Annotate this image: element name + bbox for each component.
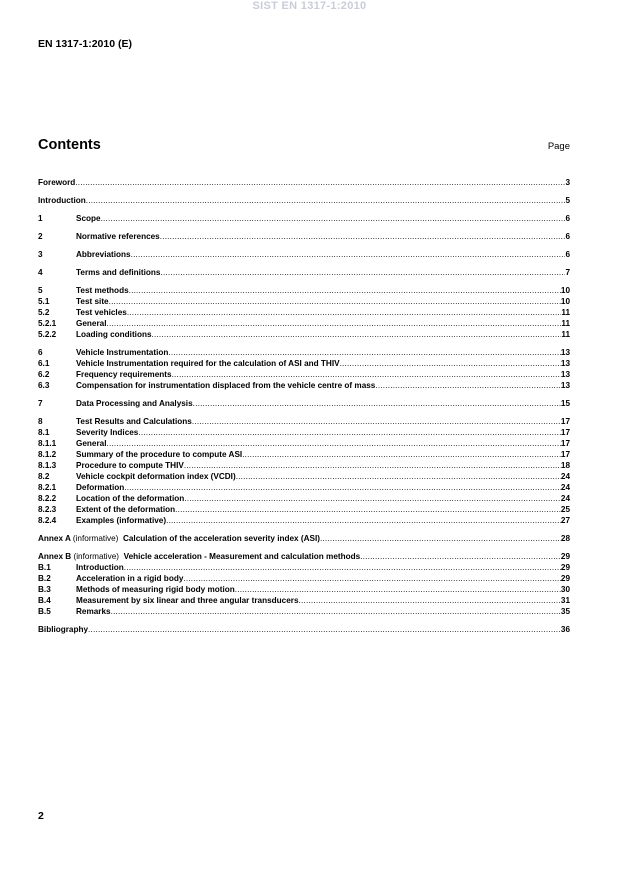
toc-entry[interactable] bbox=[38, 533, 570, 544]
toc-entry[interactable] bbox=[38, 449, 570, 460]
toc-entry[interactable] bbox=[38, 562, 570, 573]
toc-leader-dots bbox=[172, 369, 561, 380]
toc-entry[interactable] bbox=[38, 595, 570, 606]
toc-leader-dots bbox=[168, 347, 561, 358]
toc-entry-title: Test vehicles bbox=[76, 308, 127, 317]
toc-leader-dots bbox=[299, 595, 561, 606]
toc-entry-title bbox=[38, 533, 320, 544]
toc-entry-number: B.4 bbox=[38, 596, 51, 605]
toc-entry-number: 8.1 bbox=[38, 428, 50, 437]
toc-annex-note: (informative) bbox=[72, 534, 119, 543]
toc-leader-dots bbox=[360, 551, 561, 562]
toc-entry[interactable] bbox=[38, 231, 570, 242]
toc-leader-dots bbox=[183, 573, 561, 584]
toc-entry-number: 8.1.3 bbox=[38, 461, 57, 470]
toc-group bbox=[38, 416, 570, 526]
toc-entry-number: B.1 bbox=[38, 563, 51, 572]
toc-entry-title: Introduction bbox=[38, 196, 86, 205]
toc-entry-number: 5.2.1 bbox=[38, 319, 57, 328]
toc-leader-dots bbox=[340, 358, 561, 369]
toc-leader-dots bbox=[152, 329, 562, 340]
toc-leader-dots bbox=[184, 460, 561, 471]
toc-leader-dots bbox=[124, 482, 561, 493]
toc-leader-dots bbox=[75, 177, 565, 188]
toc-entry-page: 27 bbox=[560, 516, 570, 525]
toc-group bbox=[38, 347, 570, 391]
toc-entry-title: Frequency requirements bbox=[76, 370, 172, 379]
toc-leader-dots bbox=[236, 471, 561, 482]
toc-entry-number: B.5 bbox=[38, 607, 51, 616]
toc-entry-title: Scope bbox=[76, 214, 101, 223]
toc-leader-dots bbox=[175, 504, 561, 515]
toc-leader-dots bbox=[138, 427, 561, 438]
toc-group bbox=[38, 249, 570, 260]
toc-entry[interactable] bbox=[38, 177, 570, 188]
toc-entry-number: 3 bbox=[38, 250, 43, 259]
page-column-label: Page bbox=[547, 141, 570, 152]
toc-entry[interactable] bbox=[38, 249, 570, 260]
toc-entry[interactable] bbox=[38, 573, 570, 584]
toc-annex-note: (informative) bbox=[73, 552, 119, 561]
toc-group bbox=[38, 213, 570, 224]
toc-entry-title: Acceleration in a rigid body bbox=[76, 574, 184, 583]
contents-title: Contents bbox=[38, 137, 101, 153]
watermark: SIST EN 1317-1:2010 bbox=[252, 0, 367, 12]
toc-leader-dots bbox=[242, 449, 561, 460]
toc-entry-number: B.3 bbox=[38, 585, 51, 594]
toc-entry-title: Measurement by six linear and three angular transducers bbox=[76, 596, 299, 605]
toc-entry-page: 10 bbox=[560, 297, 570, 306]
toc-entry-page: 13 bbox=[560, 359, 570, 368]
toc-entry-page: 6 bbox=[565, 214, 570, 223]
toc-entry-page: 17 bbox=[560, 428, 570, 437]
toc-leader-dots bbox=[109, 296, 561, 307]
toc-leader-dots bbox=[107, 318, 562, 329]
toc-entry-number: 5.2 bbox=[38, 308, 50, 317]
toc-entry-title: Compensation for instrumentation displaced from the vehicle centre of mass bbox=[76, 381, 376, 390]
toc-entry-title: Extent of the deformation bbox=[76, 505, 176, 514]
toc-entry-page: 29 bbox=[560, 574, 570, 583]
toc-entry-number: 6.1 bbox=[38, 359, 50, 368]
toc-entry-number: 8 bbox=[38, 417, 43, 426]
toc-entry[interactable] bbox=[38, 460, 570, 471]
toc-entry-page: 25 bbox=[560, 505, 570, 514]
toc-group bbox=[38, 231, 570, 242]
toc-annex-label: Annex A bbox=[38, 534, 71, 543]
toc-entry-page: 3 bbox=[565, 178, 570, 187]
toc-entry[interactable] bbox=[38, 213, 570, 224]
toc-entry-title: General bbox=[76, 319, 107, 328]
toc-entry-page: 6 bbox=[565, 250, 570, 259]
toc-entry[interactable] bbox=[38, 307, 570, 318]
toc-leader-dots bbox=[160, 267, 565, 278]
toc-entry-page: 13 bbox=[560, 370, 570, 379]
toc-entry-number: 5.2.2 bbox=[38, 330, 57, 339]
toc-leader-dots bbox=[124, 562, 561, 573]
toc-entry-page: 28 bbox=[560, 534, 570, 543]
toc-entry[interactable] bbox=[38, 551, 570, 562]
toc-entry[interactable] bbox=[38, 329, 570, 340]
toc-leader-dots bbox=[129, 285, 561, 296]
toc-group bbox=[38, 551, 570, 617]
toc-entry-title: Methods of measuring rigid body motion bbox=[76, 585, 235, 594]
toc-entry-page: 35 bbox=[560, 607, 570, 616]
toc-leader-dots bbox=[192, 416, 561, 427]
toc-entry-number: 8.1.1 bbox=[38, 439, 57, 448]
toc-group bbox=[38, 533, 570, 544]
toc-entry-title: Remarks bbox=[76, 607, 111, 616]
toc-entry-title: Vehicle Instrumentation required for the calculation of ASI and THIV bbox=[76, 359, 340, 368]
toc-entry-number: 8.2.1 bbox=[38, 483, 57, 492]
toc-entry-title: Test site bbox=[76, 297, 109, 306]
toc-entry-number: 8.2.3 bbox=[38, 505, 57, 514]
toc-entry-title: Abbreviations bbox=[76, 250, 131, 259]
toc-entry-number: 6.2 bbox=[38, 370, 50, 379]
toc-entry-page: 17 bbox=[560, 417, 570, 426]
toc-entry[interactable] bbox=[38, 438, 570, 449]
toc-leader-dots bbox=[235, 584, 561, 595]
toc-entry-number: 5.1 bbox=[38, 297, 50, 306]
toc-entry-page: 24 bbox=[560, 472, 570, 481]
toc-annex-title: Calculation of the acceleration severity index (ASI) bbox=[122, 534, 320, 543]
toc-entry-number: 8.2.4 bbox=[38, 516, 57, 525]
toc-entry[interactable] bbox=[38, 504, 570, 515]
toc-entry[interactable] bbox=[38, 482, 570, 493]
toc-entry-title: Examples (informative) bbox=[76, 516, 167, 525]
toc-entry[interactable] bbox=[38, 398, 570, 409]
toc-entry[interactable] bbox=[38, 380, 570, 391]
toc-entry-page: 17 bbox=[560, 439, 570, 448]
toc-entry-page: 11 bbox=[561, 308, 570, 317]
toc-entry[interactable] bbox=[38, 427, 570, 438]
toc-entry[interactable] bbox=[38, 318, 570, 329]
toc-entry-number: 7 bbox=[38, 399, 43, 408]
toc-entry-page: 36 bbox=[560, 625, 570, 634]
toc-entry-number: 1 bbox=[38, 214, 43, 223]
toc-entry-number: 6 bbox=[38, 348, 43, 357]
toc-entry-title: Location of the deformation bbox=[76, 494, 185, 503]
toc-entry-page: 18 bbox=[560, 461, 570, 470]
toc-entry-number: 8.1.2 bbox=[38, 450, 57, 459]
toc-entry[interactable] bbox=[38, 267, 570, 278]
toc-group bbox=[38, 195, 570, 206]
toc-entry-page: 30 bbox=[560, 585, 570, 594]
table-of-contents bbox=[38, 177, 570, 642]
toc-leader-dots bbox=[107, 438, 561, 449]
toc-leader-dots bbox=[86, 195, 566, 206]
toc-leader-dots bbox=[320, 533, 561, 544]
toc-entry-page: 31 bbox=[560, 596, 570, 605]
toc-entry-page: 11 bbox=[561, 330, 570, 339]
toc-entry[interactable] bbox=[38, 347, 570, 358]
toc-leader-dots bbox=[127, 307, 562, 318]
toc-entry-title: Normative references bbox=[76, 232, 160, 241]
toc-entry-page: 10 bbox=[560, 286, 570, 295]
toc-group bbox=[38, 398, 570, 409]
toc-leader-dots bbox=[111, 606, 561, 617]
toc-entry-title: General bbox=[76, 439, 107, 448]
toc-leader-dots bbox=[160, 231, 566, 242]
toc-leader-dots bbox=[184, 493, 561, 504]
toc-entry-title: Summary of the procedure to compute ASI bbox=[76, 450, 243, 459]
toc-entry-title: Bibliography bbox=[38, 625, 89, 634]
toc-entry[interactable] bbox=[38, 358, 570, 369]
toc-entry[interactable] bbox=[38, 416, 570, 427]
toc-entry-number: 6.3 bbox=[38, 381, 50, 390]
toc-entry-title: Severity Indices bbox=[76, 428, 139, 437]
page-number: 2 bbox=[38, 810, 44, 822]
toc-group bbox=[38, 285, 570, 340]
toc-entry-page: 11 bbox=[561, 319, 570, 328]
toc-leader-dots bbox=[131, 249, 566, 260]
toc-entry-title: Terms and definitions bbox=[76, 268, 161, 277]
toc-entry-page: 13 bbox=[560, 348, 570, 357]
toc-entry-title: Data Processing and Analysis bbox=[76, 399, 193, 408]
toc-entry-page: 29 bbox=[560, 563, 570, 572]
toc-annex-label: Annex B bbox=[38, 552, 72, 561]
toc-entry-title: Loading conditions bbox=[76, 330, 152, 339]
toc-group bbox=[38, 177, 570, 188]
toc-entry-number: 8.2 bbox=[38, 472, 50, 481]
toc-leader-dots bbox=[375, 380, 561, 391]
toc-entry-page: 17 bbox=[560, 450, 570, 459]
toc-annex-title: Vehicle acceleration - Measurement and calculation methods bbox=[123, 552, 361, 561]
toc-entry-title: Vehicle Instrumentation bbox=[76, 348, 169, 357]
toc-entry[interactable] bbox=[38, 369, 570, 380]
toc-entry-page: 15 bbox=[560, 399, 570, 408]
toc-entry-number: 5 bbox=[38, 286, 43, 295]
toc-entry-title: Introduction bbox=[76, 563, 124, 572]
toc-entry-page: 24 bbox=[560, 483, 570, 492]
toc-leader-dots bbox=[193, 398, 561, 409]
toc-group bbox=[38, 624, 570, 635]
toc-entry-title: Test methods bbox=[76, 286, 129, 295]
toc-entry-title: Foreword bbox=[38, 178, 76, 187]
toc-entry[interactable] bbox=[38, 515, 570, 526]
toc-entry[interactable] bbox=[38, 471, 570, 482]
toc-entry-title: Vehicle cockpit deformation index (VCDI) bbox=[76, 472, 236, 481]
toc-entry-number: 2 bbox=[38, 232, 43, 241]
toc-entry-page: 5 bbox=[565, 196, 570, 205]
toc-entry[interactable] bbox=[38, 606, 570, 617]
toc-entry-number: 4 bbox=[38, 268, 43, 277]
toc-entry[interactable] bbox=[38, 285, 570, 296]
toc-leader-dots bbox=[88, 624, 561, 635]
toc-entry-page: 24 bbox=[560, 494, 570, 503]
toc-entry-title: Test Results and Calculations bbox=[76, 417, 192, 426]
toc-entry-number: 8.2.2 bbox=[38, 494, 57, 503]
toc-entry-number: B.2 bbox=[38, 574, 51, 583]
toc-entry-page: 13 bbox=[560, 381, 570, 390]
toc-entry-title bbox=[38, 551, 360, 562]
toc-entry[interactable] bbox=[38, 195, 570, 206]
toc-entry[interactable] bbox=[38, 493, 570, 504]
toc-entry-page: 7 bbox=[565, 268, 570, 277]
toc-leader-dots bbox=[101, 213, 566, 224]
toc-entry[interactable] bbox=[38, 584, 570, 595]
document-id: EN 1317-1:2010 (E) bbox=[38, 38, 132, 50]
toc-group bbox=[38, 267, 570, 278]
toc-leader-dots bbox=[166, 515, 561, 526]
toc-entry[interactable] bbox=[38, 296, 570, 307]
toc-entry-title: Deformation bbox=[76, 483, 125, 492]
toc-entry-title: Procedure to compute THIV bbox=[76, 461, 184, 470]
toc-entry-page: 6 bbox=[565, 232, 570, 241]
toc-entry[interactable] bbox=[38, 624, 570, 635]
toc-entry-page: 29 bbox=[560, 552, 570, 561]
